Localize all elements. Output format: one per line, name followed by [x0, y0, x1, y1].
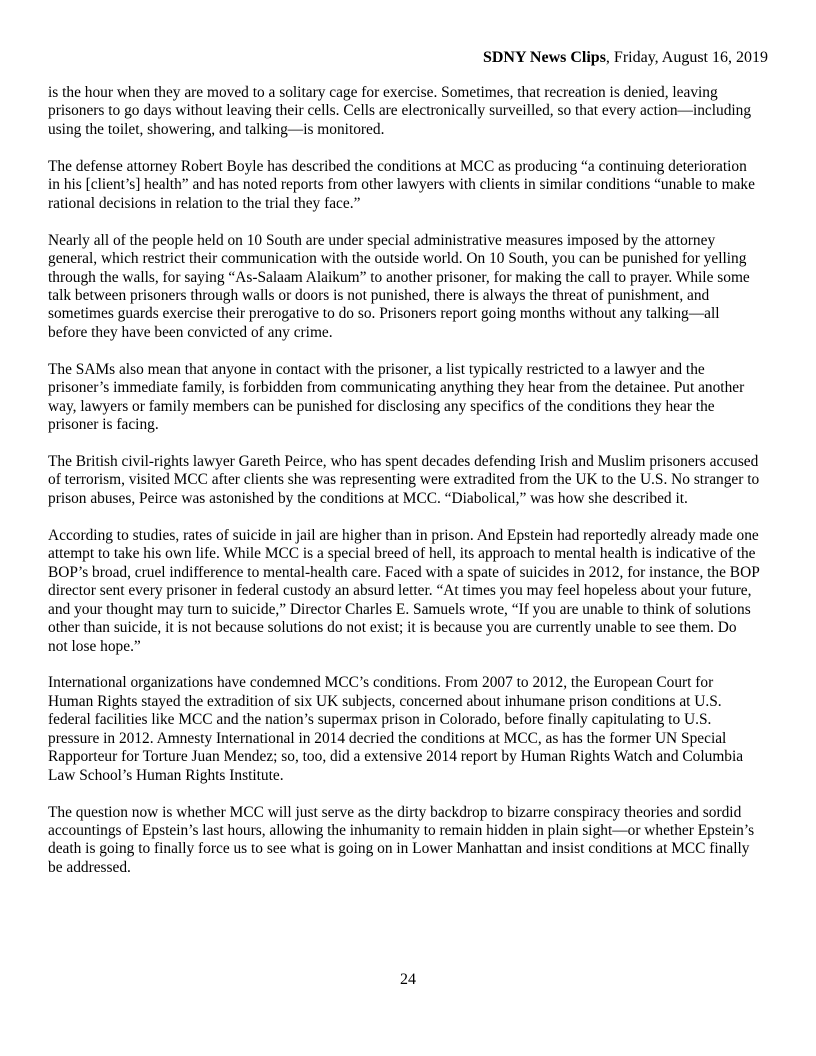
paragraph: is the hour when they are moved to a solitary cage for exercise. Sometimes, that recreation is denied, leaving prisoners to go days without leaving their cells. Cells are electronically surveilled, so that every action—including using the toilet, showering, and talking—is monitored.: [48, 84, 752, 138]
paragraph: The SAMs also mean that anyone in contact with the prisoner, a list typically restricted to a lawyer and the prisoner’s immediate family, is forbidden from communicating anything they hear from the detainee. Put another way, lawyers or family members can be punished for disclosing any specifics of the conditions they hear the prisoner is facing.: [48, 360, 745, 434]
page-header: [483, 48, 768, 68]
paragraph: International organizations have condemned MCC’s conditions. From 2007 to 2012, the European Court for Human Rights stayed the extradition of six UK subjects, concerned about inhumane prison conditions at U.S. federal facilities like MCC and the nation’s supermax prison in Colorado, before finally capitulating to U.S. pressure in 2012. Amnesty International in 2014 decried the conditions at MCC, as has the former UN Special Rapporteur for Torture Juan Mendez; so, too, did a extensive 2014 report by Human Rights Watch and Columbia Law School’s Human Rights Institute.: [48, 674, 744, 784]
paragraph: According to studies, rates of suicide in jail are higher than in prison. And Epstein had reportedly already made one attempt to take his own life. While MCC is a special breed of hell, its approach to mental health is indicative of the BOP’s broad, cruel indifference to mental-health care. Faced with a spate of suicides in 2012, for instance, the BOP director sent every prisoner in federal custody an absurd letter. “At times you may feel hopeless about your future, and your thought may turn to suicide,” Director Charles E. Samuels wrote, “If you are unable to think of solutions other than suicide, it is not because solutions do not exist; it is because you are currently unable to see them. Do not lose hope.”: [48, 526, 760, 655]
page-number: 24: [400, 971, 416, 988]
article-body: [48, 84, 760, 896]
paragraph: The British civil-rights lawyer Gareth Peirce, who has spent decades defending Irish and Muslim prisoners accused of terrorism, visited MCC after clients she was representing were extradited from the UK to the U.S. No stranger to prison abuses, Peirce was astonished by the conditions at MCC. “Diabolical,” was how she described it.: [48, 453, 760, 507]
header-date: , Friday, August 16, 2019: [605, 49, 768, 66]
publication-name: SDNY News Clips: [482, 49, 606, 66]
paragraph: The defense attorney Robert Boyle has described the conditions at MCC as producing “a continuing deterioration in his [client’s] health” and has noted reports from other lawyers with clients in similar conditions “unable to make rational decisions in relation to the trial they face.”: [48, 157, 755, 212]
paragraph: Nearly all of the people held on 10 South are under special administrative measures imposed by the attorney general, which restrict their communication with the outside world. On 10 South, you can be punished for yelling through the walls, for saying “As-Salaam Alaikum” to another prisoner, for making the call to prayer. While some talk between prisoners through walls or doors is not punished, there is always the threat of punishment, and sometimes guards exercise their prerogative to do so. Prisoners report going months without any talking—all before they have been convicted of any crime.: [48, 231, 750, 341]
paragraph: The question now is whether MCC will just serve as the dirty backdrop to bizarre conspiracy theories and sordid accountings of Epstein’s last hours, allowing the inhumanity to remain hidden in plain sight—or whether Epstein’s death is going to finally force us to see what is going on in Lower Manhattan and insist conditions at MCC finally be addressed.: [48, 803, 755, 876]
